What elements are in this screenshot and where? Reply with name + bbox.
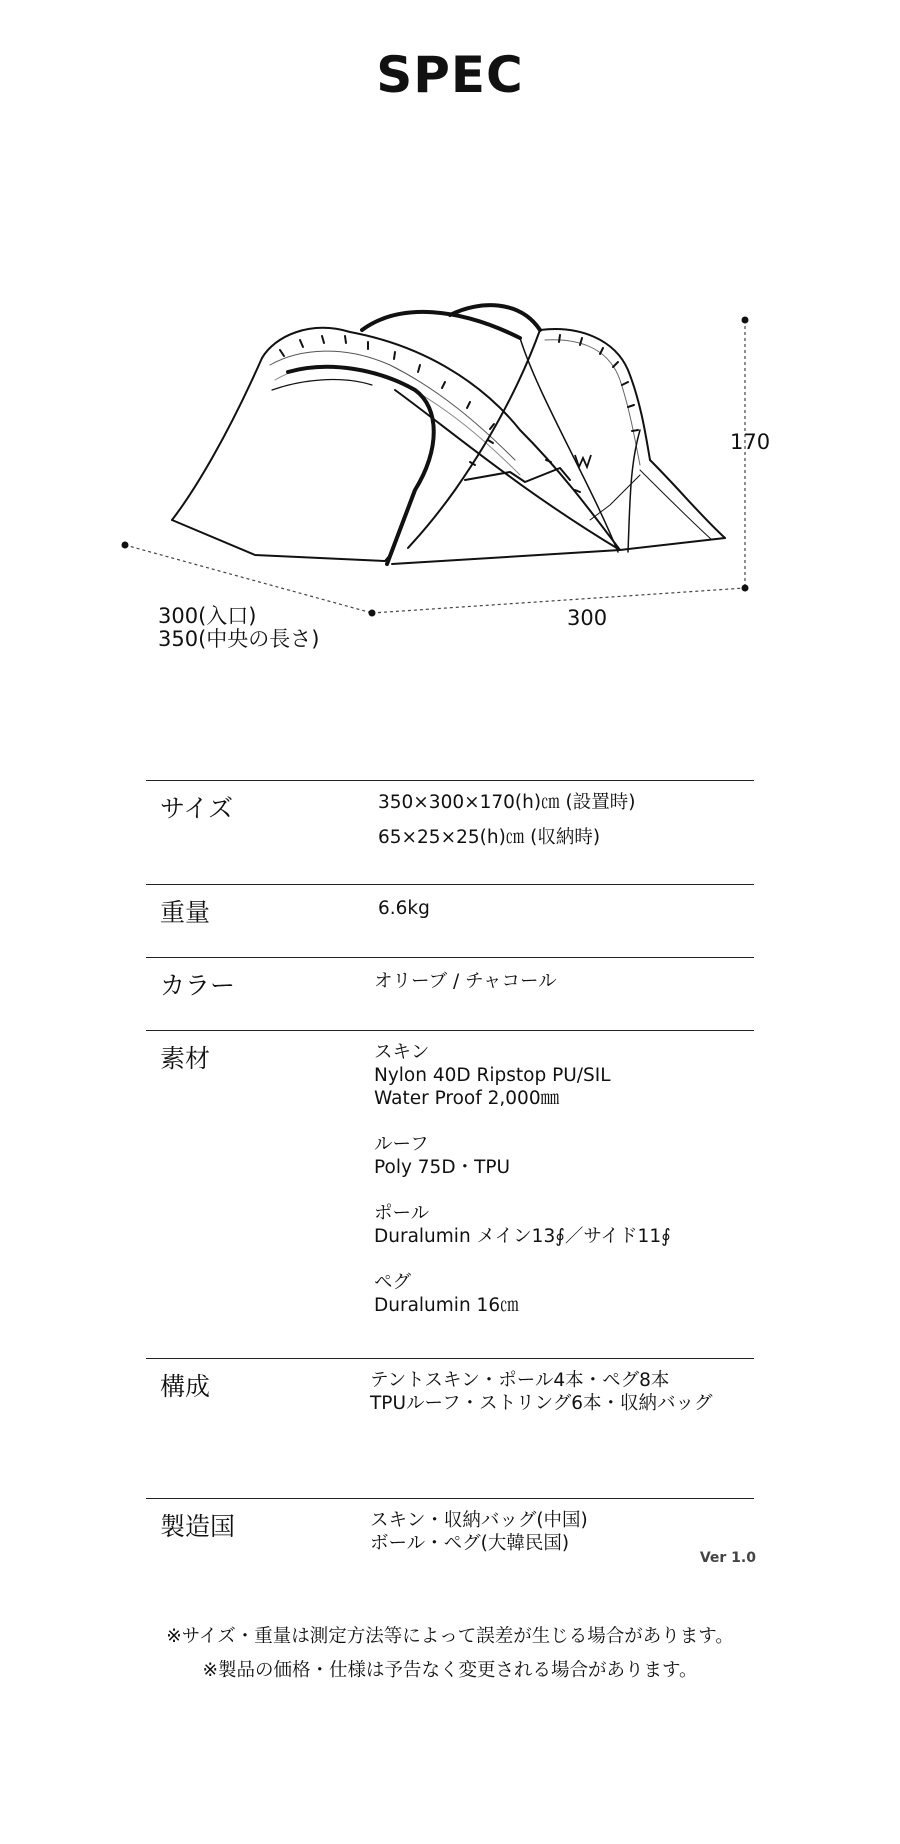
spec-value: ボール・ペグ(大韓民国) [370, 1533, 570, 1554]
spec-value: スキン [374, 1042, 430, 1063]
spec-value: スキン・収納バッグ(中国) [370, 1510, 588, 1531]
tent-entrance-arch [288, 367, 434, 564]
spec-values-color [374, 970, 557, 993]
tent-seam-ticks [280, 335, 638, 492]
tent-crossing-pole-1 [408, 330, 540, 548]
tent-drawing [0, 290, 900, 670]
tent-roof-arc-1 [362, 312, 520, 338]
spec-row-origin [146, 1498, 754, 1569]
spec-value: TPUルーフ・ストリング6本・収納バッグ [370, 1393, 713, 1414]
spec-label-size: サイズ [160, 794, 234, 823]
spec-label-components: 構成 [160, 1372, 211, 1401]
disclaimer-note: ※サイズ・重量は測定方法等によって誤差が生じる場合があります。 [166, 1626, 734, 1647]
spec-value: ポール [374, 1203, 430, 1224]
spec-value: オリーブ / チャコール [374, 971, 557, 992]
tent-right-dome [540, 329, 650, 460]
height-dimension-label: 170 [730, 430, 771, 454]
depth-dimension-label-entrance: 300(入口) [158, 604, 257, 628]
disclaimer-note: ※製品の価格・仕様は予告なく変更される場合があります。 [202, 1660, 698, 1681]
spec-value: Water Proof 2,000㎜ [374, 1088, 560, 1109]
spec-row-components [146, 1358, 754, 1499]
spec-label-material: 素材 [160, 1044, 211, 1073]
spec-values-size [378, 785, 635, 855]
tent-base-outline [172, 520, 390, 561]
spec-label-origin: 製造国 [160, 1512, 236, 1541]
spec-value: 65×25×25(h)㎝ (収納時) [378, 827, 601, 848]
spec-value: 350×300×170(h)㎝ (設置時) [378, 792, 636, 813]
tent-side-edge [650, 460, 725, 538]
tent-right-dome-inner [545, 340, 640, 465]
spec-gap [374, 1179, 671, 1202]
spec-gap [374, 1248, 671, 1271]
page-title: SPEC [376, 46, 524, 104]
spec-values-components [370, 1369, 712, 1415]
spec-value: Nylon 40D Ripstop PU/SIL [374, 1065, 611, 1086]
tent-entrance-inner [272, 380, 372, 390]
spec-row-color [146, 957, 754, 1031]
spec-label-weight: 重量 [160, 898, 211, 927]
spec-values-origin [370, 1509, 588, 1555]
dimension-lines [125, 320, 745, 613]
spec-value: ペグ [374, 1272, 412, 1293]
spec-label-color: カラー [160, 971, 236, 1000]
spec-value: Poly 75D・TPU [374, 1157, 511, 1178]
tent-vestibule-line [590, 475, 640, 520]
depth-dimension-label-center: 350(中央の長さ) [158, 627, 320, 651]
tent-vestibule [465, 468, 570, 482]
spec-row-material [146, 1030, 754, 1359]
tent-base-right [392, 538, 725, 564]
spec-value: ルーフ [374, 1134, 429, 1155]
spec-value: Duralumin 16㎝ [374, 1295, 519, 1316]
spec-values-weight [378, 897, 430, 920]
tent-illustration [0, 290, 900, 670]
tent-left-edge [172, 358, 262, 520]
spec-gap [374, 1110, 671, 1133]
width-dimension-label: 300 [567, 606, 608, 630]
tent-side-edge-2 [640, 470, 712, 540]
spec-value: テントスキン・ポール4本・ペグ8本 [370, 1370, 670, 1391]
spec-value: Duralumin メイン13∮／サイド11∮ [374, 1226, 671, 1247]
spec-values-material [374, 1041, 671, 1317]
spec-value: 6.6kg [378, 898, 430, 919]
spec-row-weight [146, 884, 754, 958]
disclaimer-notes [0, 1620, 900, 1688]
spec-row-size [146, 780, 754, 885]
tent-crossing-pole-3 [395, 390, 620, 550]
tent-crossing-pole-4 [628, 430, 640, 552]
version-label: Ver 1.0 [699, 1550, 756, 1566]
